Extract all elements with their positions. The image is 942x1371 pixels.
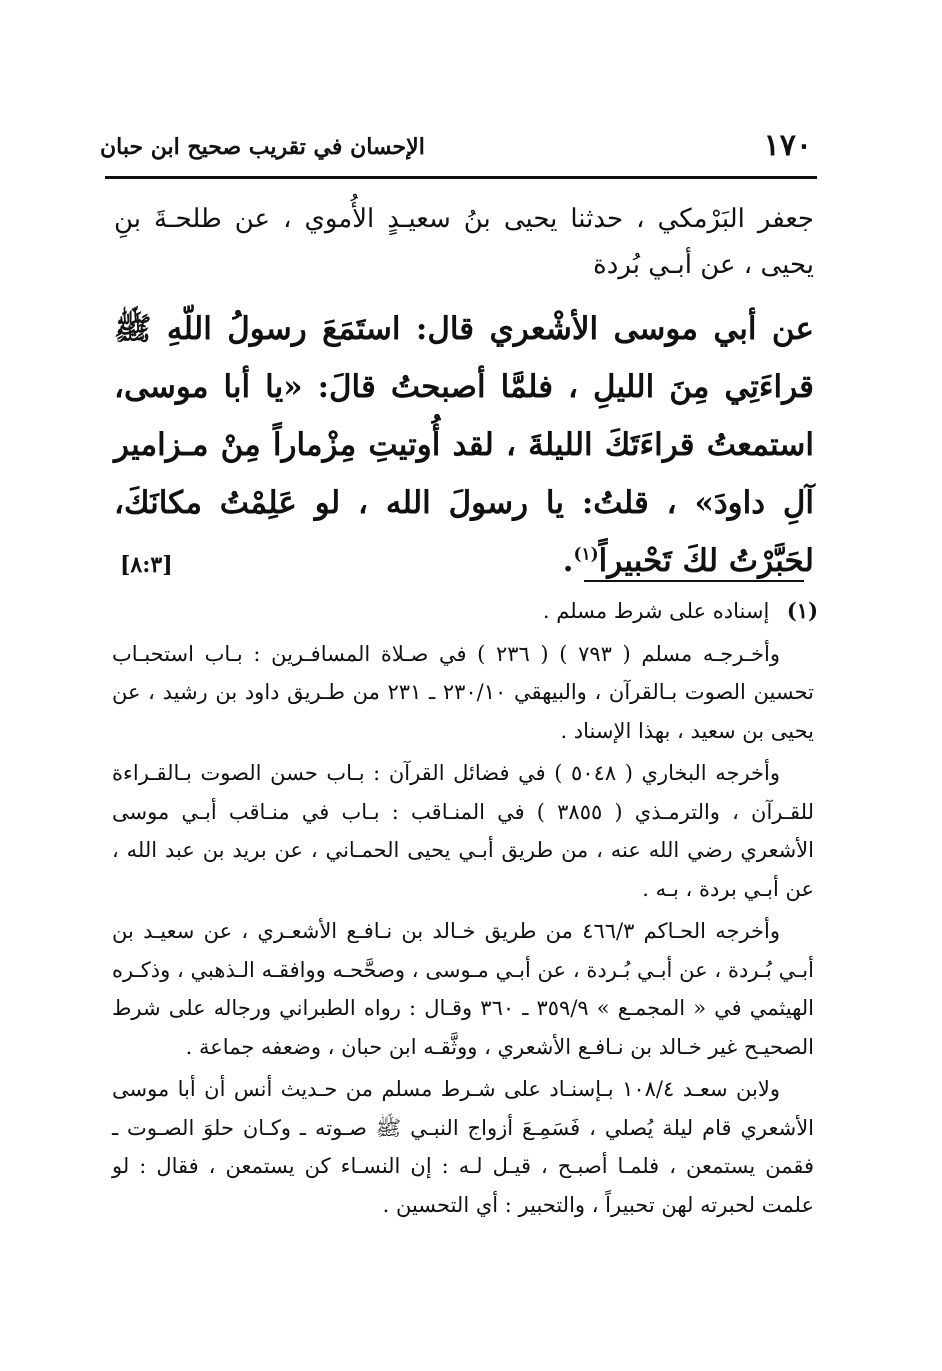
footnote-reference: (١) xyxy=(573,544,599,565)
hadith-body: عن أبي موسى الأشْعري قال: استَمَعَ رسولُ اللّهِ ﷺ قراءَتِي مِنَ الليلِ ، فلمَّا أصبحتُ قالَ: «يا أبا موسى، استمعتُ قراءَتَكَ الليلةَ ، لقد أُوتيتِ مِزْماراً مِنْ مـزامير آلِ داودَ» ، قلتُ: يا رسولَ الله ، لو عَلِمْتُ مكانَكَ، لحَبَّرْتُ لكَ تَحْبيراً xyxy=(114,311,814,579)
page-header xyxy=(100,118,812,166)
footnote-rule xyxy=(584,580,804,582)
header-rule xyxy=(105,176,817,179)
footnote-paragraph: وأخـرجـه مسلم ( ٧٩٣ ) ( ٢٣٦ ) في صـلاة المسافـرين : بـاب استحبـاب تحسين الصوت بـالقرآن ، والبيهقي ٢٣٠/١٠ ـ ٢٣١ من طـريق داود بن رشيد ، عن يحيى بن سعيد ، بهذا الإسناد . xyxy=(112,641,814,743)
footnotes xyxy=(112,592,818,1228)
footnote-paragraph: ولابن سعـد ١٠٨/٤ بـإسنـاد على شـرط مسلم من حـديث أنس أن أبا موسى الأشعري قام ليلة يُصلي ، فَسَمِـعَ أزواج النبـي ﷺ صـوته ـ وكـان حلوَ الصـوت ـ فقمن يستمعن ، فلمـا أصبـح ، قيـل لـه : إن النسـاء كن يستمعن ، فقال : لو علمت لحبرته لهن تحبيراً ، والتحبير : أي التحسين . xyxy=(112,1077,814,1217)
page-number: ١٧٠ xyxy=(763,128,812,163)
footnote-head xyxy=(112,592,818,631)
footnote-paragraph: وأخرجه البخاري ( ٥٠٤٨ ) في فضائل القرآن : بـاب حسن الصوت بـالقـراءة للقـرآن ، والترمـذي ( ٣٨٥٥ ) في المنـاقب : بـاب في منـاقب أبـي موسى الأشعري رضي الله عنه ، من طريق أبـي يحيى الحمـاني ، عن بريد بن عبد الله ، عن أبـي بردة ، بـه . xyxy=(112,761,814,901)
footnote-paragraph: وأخرجه الحـاكم ٤٦٦/٣ من طريق خـالد بن نـافـع الأشعـري ، عن سعيـد بن أبـي بُـردة ، عن أبـي بُـردة ، عن أبـي مـوسى ، وصحَّحـه ووافقـه الـذهبي ، وذكـره الهيثمي في « المجمـع » ٣٥٩/٩ ـ ٣٦٠ وقـال : رواه الطبراني ورجاله على شرط الصحيـح غير خـالد بن نـافـع الأشعري ، ووثَّقـه ابن حبان ، وضعفه جماعة . xyxy=(112,919,815,1059)
hadith-text: عن أبي موسى الأشْعري قال: استَمَعَ رسولُ اللّهِ ﷺ قراءَتِي مِنَ الليلِ ، فلمَّا أصبحتُ قالَ: «يا أبا موسى، استمعتُ قراءَتَكَ الليلةَ ، لقد أُوتيتِ مِزْماراً مِنْ مـزامير آلِ داودَ» ، قلتُ: يا رسولَ الله ، لو عَلِمْتُ مكانَكَ، لحَبَّرْتُ لكَ تَحْبيراً$^{(١)}$. [٨:٣] xyxy=(114,300,814,594)
footnote-head-text: إسناده على شرط مسلم . xyxy=(542,599,770,623)
footnote-number: (١) xyxy=(786,598,818,623)
running-title: الإحسان في تقريب صحيح ابن حبان xyxy=(100,134,425,160)
isnad-text: جعفر البَرْمكي ، حدثنا يحيى بنُ سعيـدٍ الأُموي ، عن طلحـةَ بنِ يحيى ، عن أبـي بُردة xyxy=(114,204,814,280)
reference-code: [٨:٣] xyxy=(120,552,173,578)
